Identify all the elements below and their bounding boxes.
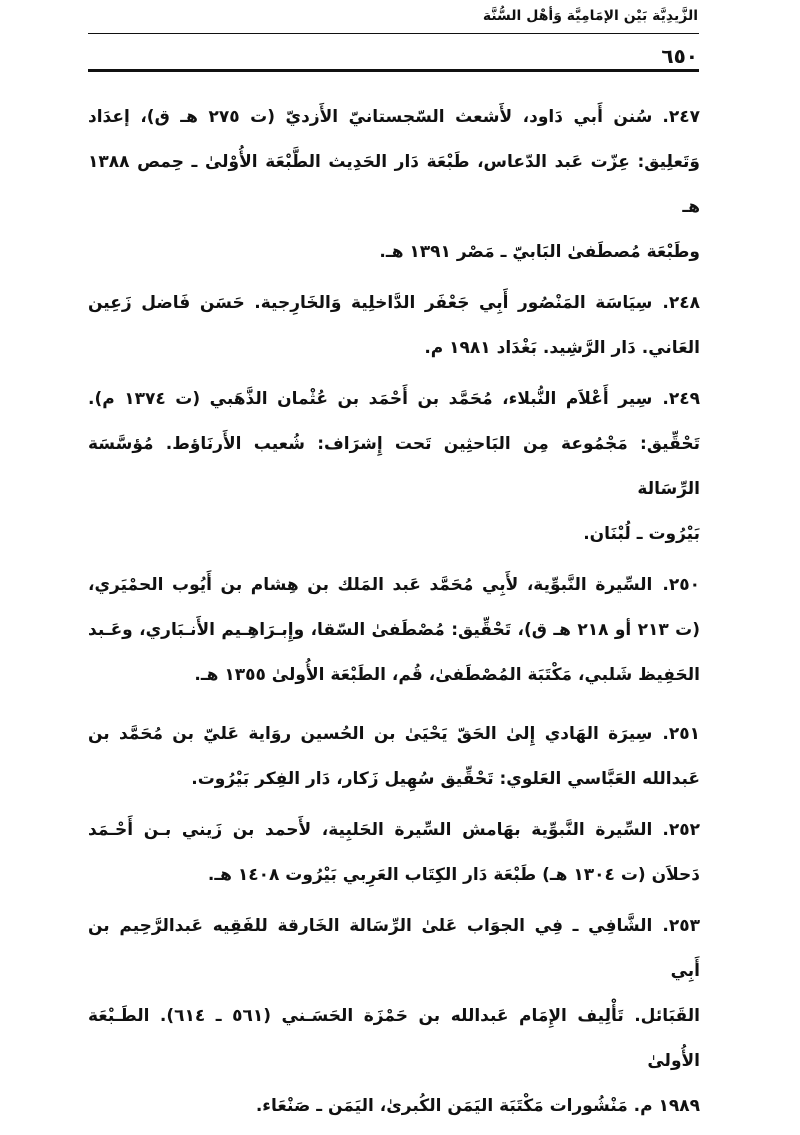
entry-number: ٢٤٩. (662, 389, 700, 409)
entry-253-line-2: القَبَائل. تَأْلِيف الإِمَام عَبدالله بن حَمْزَة الحَسَـني (٥٦١ ـ ٦١٤). الطَـبْعَة الأُولىٰ (88, 1006, 701, 1071)
entry-number: ٢٥٠. (662, 575, 700, 595)
entry-252-line-2: دَحلاَن (ت ١٣٠٤ هـ) طَبْعَة دَار الكِتَاب العَرِبي بَيْرُوت ١٤٠٨ هـ. (207, 865, 700, 885)
entry-251-line-1 (88, 712, 700, 757)
entry-252-line-1 (88, 808, 700, 853)
entry-249-line-2: تَحْقِّيق: مَجْمُوعة مِن البَاحثِين تَحت إِشرَاف: شُعيب الأَرنَاؤط. مُؤسَّسَة الرِّسَالة (88, 434, 700, 499)
header-divider (88, 33, 699, 34)
entry-251-line-2: عَبدالله العَبَّاسي العَلوي: تَحْقِّيق سُهِيل زَكار، دَار الفِكر بَيْرُوت. (191, 769, 700, 789)
entry-number: ٢٥٢. (662, 820, 700, 840)
entry-248-line-2: العَاني. دَار الرَّشِيد. بَغْدَاد ١٩٨١ م. (424, 338, 700, 358)
entry-251 (88, 712, 700, 802)
entry-250 (88, 563, 700, 698)
header-rule (88, 69, 699, 72)
entry-text: السِّيرة النَّبوِّية بهَامش السِّيرة الحَلبِية، لأَحمد بن زَيني بـن أَحْـمَد (88, 820, 653, 840)
entry-number: ٢٥٣. (662, 916, 700, 936)
page-number: ٦٥٠ (661, 44, 698, 68)
bibliography (88, 95, 700, 1135)
entry-249-line-1 (88, 377, 700, 422)
entry-247 (88, 95, 700, 275)
entry-247-line-3: وطَبْعَة مُصطَفىٰ البَابيّ ـ مَصْر ١٣٩١ هـ. (379, 242, 700, 262)
entry-text: السِّيرة النَّبوِّية، لأَبِي مُحَمَّد عَبد المَلك بن هِشام بن أَيُوب الحمْيَري، (88, 575, 653, 595)
entry-text: سِيَاسَة المَنْصُور أَبِي جَعْفَر الدَّاخلِية وَالخَارِجية. حَسَن فَاضل زَعِين (88, 293, 653, 313)
entry-249-line-3: بَيْرُوت ـ لُبْنَان. (583, 524, 700, 544)
book-title: الزَّيدِيَّة بَيْن الإمَامِيَّة وَأهْل السُّنَّة (482, 8, 698, 24)
entry-number: ٢٤٧. (662, 107, 700, 127)
entry-250-line-3: الحَفِيظ شَلبي، مَكْتَبَة المُصْطَفىٰ، قُم، الطَبْعَة الأُولىٰ ١٣٥٥ هـ. (194, 665, 700, 685)
entry-247-line-2: وَتَعلِيق: عِزّت عَبد الدّعاس، طَبْعَة دَار الحَدِيث الطَّبْعَة الأُوْلىٰ ـ حِمص ١٣٨٨ هـ (88, 152, 700, 217)
entry-248-line-1 (88, 281, 700, 326)
entry-252 (88, 808, 700, 898)
entry-253-line-1 (88, 904, 700, 994)
entry-number: ٢٤٨. (662, 293, 700, 313)
entry-text: سِير أَعْلاَم النُّبلاء، مُحَمَّد بن أَحْمَد بن عُثْمان الذَّهَبي (ت ١٣٧٤ م). (88, 389, 653, 409)
entry-number: ٢٥١. (662, 724, 700, 744)
entry-text: سِيرَة الهَادي إِلىٰ الحَقّ يَحْيَىٰ بن الحُسين روَاية عَليّ بن مُحَمَّد بن (88, 724, 653, 744)
entry-250-line-2: (ت ٢١٣ أو ٢١٨ هـ ق)، تَحْقِّيق: مُصْطَفىٰ السّقا، وإِبـرَاهِـيم الأَنـبَاري، وعَـبد (88, 620, 700, 640)
entry-250-line-1 (88, 563, 700, 608)
entry-253-line-3: ١٩٨٩ م. مَنْشُورات مَكْتَبَة اليَمَن الكُبرىٰ، اليَمَن ـ صَنْعَاء. (255, 1096, 700, 1116)
entry-text: الشَّافِي ـ فِي الجوَاب عَلىٰ الرِّسَالة الخَارقة للفَقِيه عَبدالرَّحِيم بن أَبِي (88, 916, 700, 981)
entry-248 (88, 281, 700, 371)
entry-253 (88, 904, 700, 1129)
entry-247-line-1 (88, 95, 700, 140)
entry-249 (88, 377, 700, 557)
entry-text: سُنن أَبي دَاود، لأَشعث السّجستانيّ الأَزديّ (ت ٢٧٥ هـ ق)، إعدَاد (88, 107, 653, 127)
